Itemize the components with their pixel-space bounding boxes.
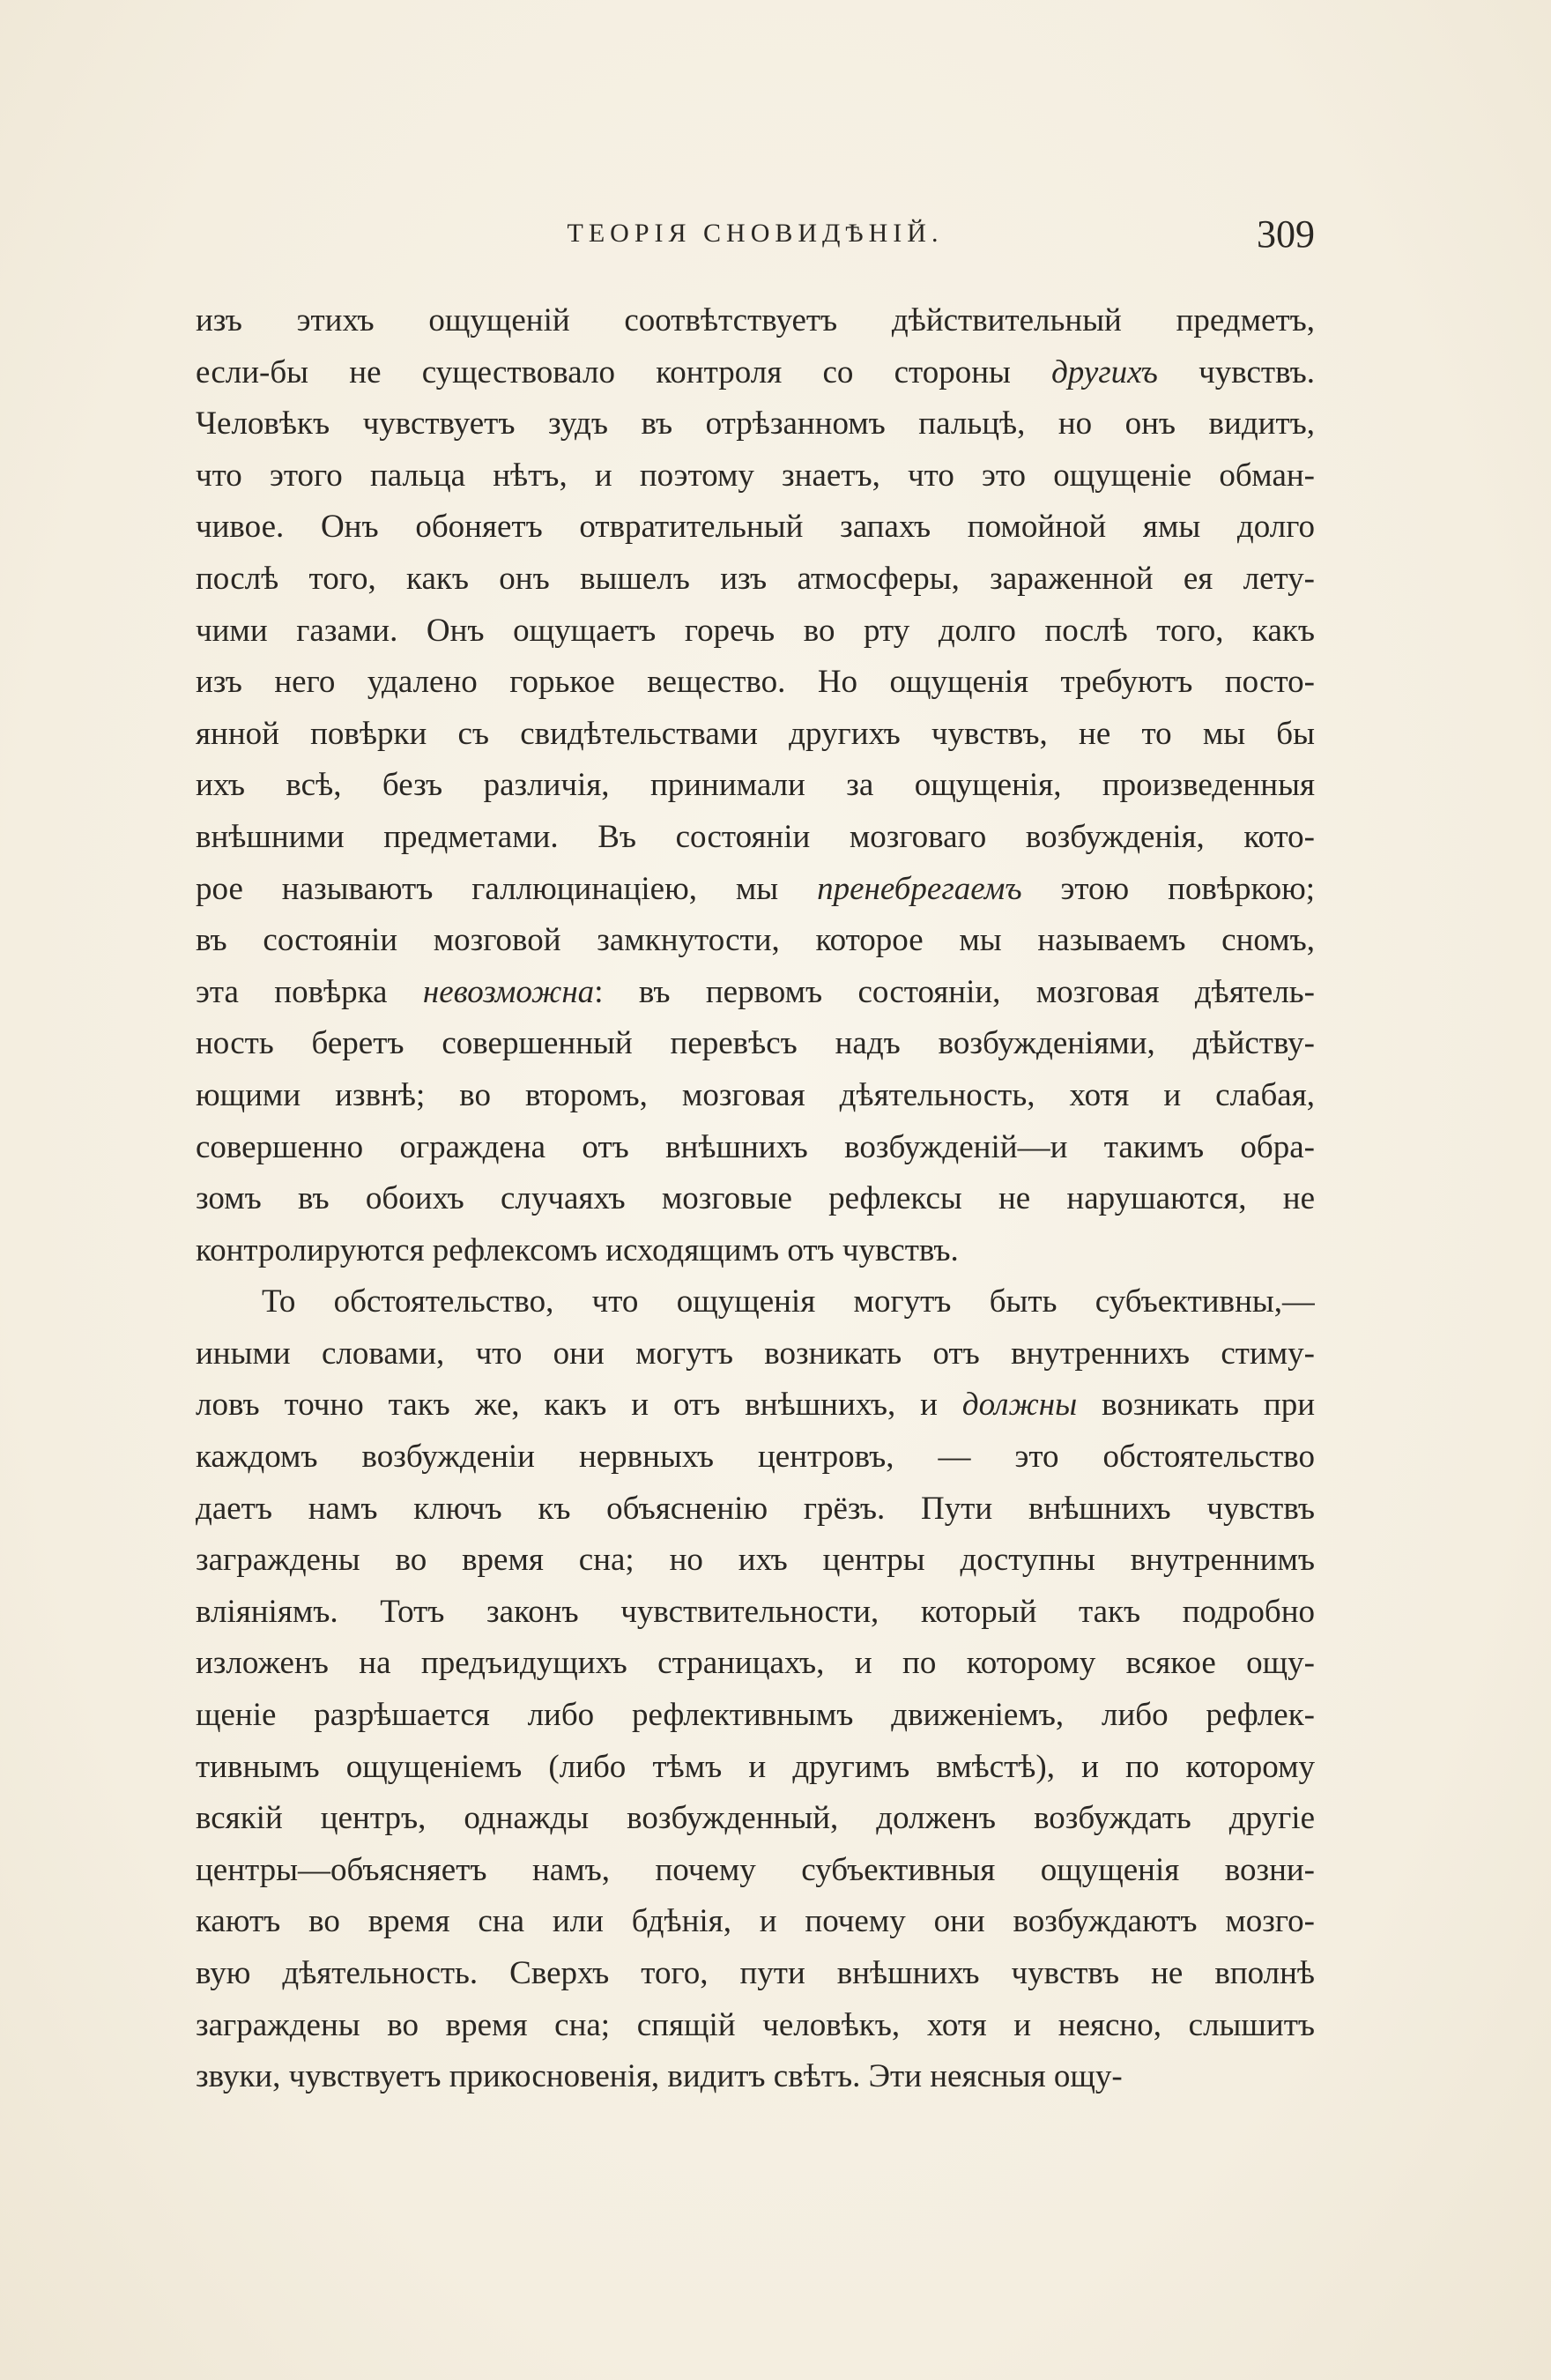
text-run: вліяніямъ. Тотъ законъ чувствительности, который такъ подробно	[196, 1593, 1315, 1630]
text-run: вую дѣятельность. Сверхъ того, пути внѣшнихъ чувствъ не вполнѣ	[196, 1955, 1315, 1991]
text-run: рое называютъ галлюцинаціею, мы	[196, 870, 818, 907]
text-line	[196, 1225, 1315, 1277]
text-run: заграждены во время сна; спящій человѣкъ, хотя и неясно, слышитъ	[196, 2006, 1315, 2043]
text-line	[196, 398, 1315, 450]
text-run: совершенно ограждена отъ внѣшнихъ возбужденій—и такимъ обра-	[196, 1128, 1315, 1165]
text-line	[196, 1535, 1315, 1587]
text-line	[196, 502, 1315, 554]
body-text	[196, 295, 1315, 2103]
text-line	[196, 1070, 1315, 1122]
page-number: 309	[1257, 212, 1315, 256]
text-run: чувствъ.	[1157, 353, 1315, 390]
running-head	[196, 212, 1315, 264]
text-line	[196, 1432, 1315, 1484]
text-line	[196, 295, 1315, 347]
text-run: эта повѣрка	[196, 973, 423, 1010]
text-run: внѣшними предметами. Въ состояніи мозговаго возбужденія, кото-	[196, 818, 1315, 855]
text-line	[196, 1122, 1315, 1174]
text-run: тивнымъ ощущеніемъ (либо тѣмъ и другимъ вмѣстѣ), и по которому	[196, 1748, 1315, 1785]
text-run: янной повѣрки съ свидѣтельствами другихъ чувствъ, не то мы бы	[196, 715, 1315, 752]
text-run: чивое. Онъ обоняетъ отвратительный запахъ помойной ямы долго	[196, 509, 1315, 546]
text-line	[196, 347, 1315, 399]
text-line	[196, 2000, 1315, 2052]
text-line	[196, 1896, 1315, 1948]
text-run: что этого пальца нѣтъ, и поэтому знаетъ, что это ощущеніе обман-	[196, 457, 1315, 494]
italic-emphasis: другихъ	[1051, 353, 1158, 390]
text-run: этою повѣркою;	[1021, 870, 1315, 907]
text-run: : въ первомъ состояніи, мозговая дѣятель-	[594, 973, 1315, 1010]
text-run: всякій центръ, однажды возбужденный, долженъ возбуждать другіе	[196, 1800, 1315, 1837]
text-run: послѣ того, какъ онъ вышелъ изъ атмосферы, зараженной ея лету-	[196, 560, 1315, 597]
text-run: центры—объясняетъ намъ, почему субъективныя ощущенія возни-	[196, 1851, 1315, 1888]
italic-emphasis: невозможна	[422, 973, 595, 1010]
text-line	[196, 1948, 1315, 2000]
text-line	[196, 1587, 1315, 1639]
text-line	[196, 2051, 1315, 2103]
text-line	[196, 760, 1315, 812]
text-line	[196, 1638, 1315, 1690]
text-run: ихъ всѣ, безъ различія, принимали за ощущенія, произведенныя	[196, 767, 1315, 804]
text-run: То обстоятельство, что ощущенія могутъ быть субъективны,—	[262, 1283, 1315, 1320]
text-line	[196, 606, 1315, 658]
italic-emphasis: пренебрегаемъ	[817, 870, 1022, 907]
text-run: ность беретъ совершенный перевѣсъ надъ возбужденіями, дѣйству-	[196, 1025, 1315, 1062]
text-run: въ состояніи мозговой замкнутости, которое мы называемъ сномъ,	[196, 922, 1315, 959]
running-title: ТЕОРІЯ СНОВИДѢНІЙ.	[567, 219, 944, 248]
text-run: каждомъ возбужденіи нервныхъ центровъ, — это обстоятельство	[196, 1439, 1315, 1476]
text-run: каютъ во время сна или бдѣнія, и почему они возбуждаютъ мозго-	[196, 1903, 1315, 1940]
text-run: иными словами, что они могутъ возникать отъ внутреннихъ стиму-	[196, 1335, 1315, 1372]
text-line	[196, 1328, 1315, 1380]
text-run: щеніе разрѣшается либо рефлективнымъ движеніемъ, либо рефлек-	[196, 1697, 1315, 1734]
text-run: изложенъ на предъидущихъ страницахъ, и по которому всякое ощу-	[196, 1645, 1315, 1682]
text-run: заграждены во время сна; но ихъ центры доступны внутреннимъ	[196, 1542, 1315, 1579]
text-run: даетъ намъ ключъ къ объясненію грёзъ. Пути внѣшнихъ чувствъ	[196, 1490, 1315, 1527]
text-run: контролируются рефлексомъ исходящимъ отъ чувствъ.	[196, 1231, 959, 1268]
text-line	[196, 709, 1315, 761]
text-line	[196, 1276, 1315, 1328]
text-line	[196, 864, 1315, 916]
text-run: если-бы не существовало контроля со стороны	[196, 353, 1052, 390]
text-line	[196, 1793, 1315, 1845]
text-run: ловъ точно такъ же, какъ и отъ внѣшнихъ, и	[196, 1387, 962, 1424]
text-line	[196, 1018, 1315, 1070]
text-run: Человѣкъ чувствуетъ зудъ въ отрѣзанномъ пальцѣ, но онъ видитъ,	[196, 405, 1315, 443]
text-run: чими газами. Онъ ощущаетъ горечь во рту долго послѣ того, какъ	[196, 612, 1315, 649]
text-line	[196, 915, 1315, 967]
text-line	[196, 1484, 1315, 1536]
text-line	[196, 1742, 1315, 1794]
text-run: возникать при	[1077, 1387, 1315, 1424]
text-line	[196, 554, 1315, 606]
text-run: звуки, чувствуетъ прикосновенія, видитъ свѣтъ. Эти неясныя ощу-	[196, 2058, 1123, 2095]
italic-emphasis: должны	[961, 1387, 1078, 1424]
text-line	[196, 450, 1315, 502]
text-run: изъ него удалено горькое вещество. Но ощущенія требуютъ посто-	[196, 664, 1315, 701]
text-run: изъ этихъ ощущеній соотвѣтствуетъ дѣйствительный предметъ,	[196, 302, 1315, 338]
text-line	[196, 1380, 1315, 1432]
paragraph	[196, 295, 1315, 1276]
text-line	[196, 967, 1315, 1019]
text-run: ющими извнѣ; во второмъ, мозговая дѣятельность, хотя и слабая,	[196, 1076, 1315, 1113]
text-line	[196, 1690, 1315, 1742]
text-line	[196, 1173, 1315, 1225]
text-run: зомъ въ обоихъ случаяхъ мозговые рефлексы не нарушаются, не	[196, 1180, 1315, 1217]
text-line	[196, 1845, 1315, 1897]
text-line	[196, 657, 1315, 709]
text-line	[196, 812, 1315, 864]
paragraph	[196, 1276, 1315, 2103]
